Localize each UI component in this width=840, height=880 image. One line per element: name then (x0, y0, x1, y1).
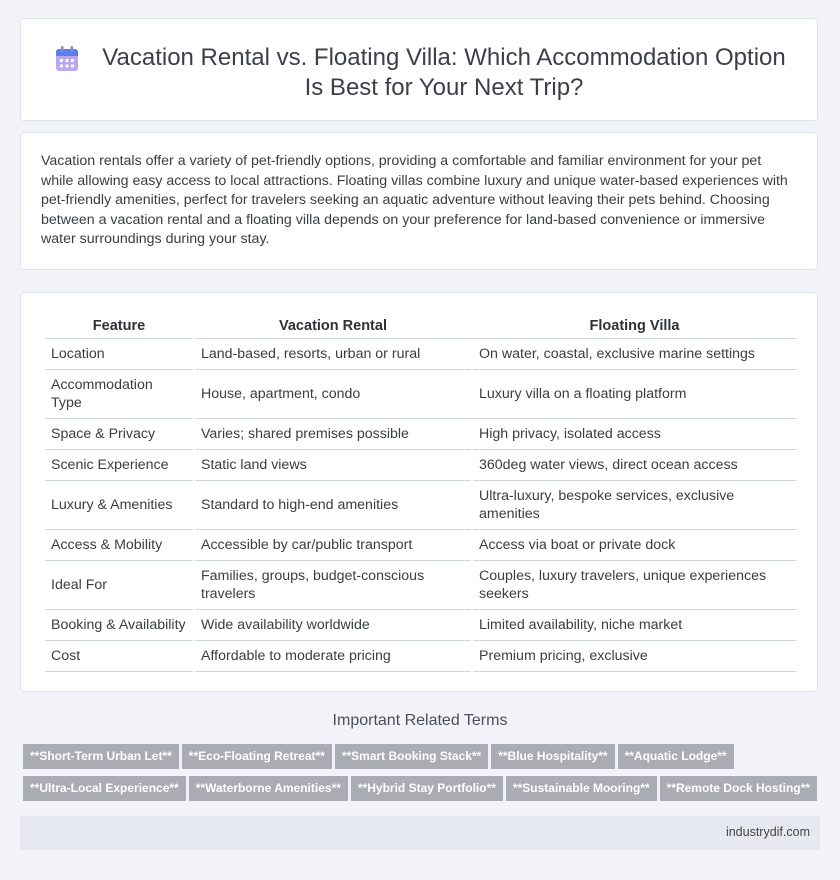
term-tag[interactable]: **Hybrid Stay Portfolio** (351, 776, 503, 801)
term-tag[interactable]: **Ultra-Local Experience** (23, 776, 186, 801)
footer (20, 816, 820, 850)
intro-card (20, 132, 818, 270)
row-feature-cell: Booking & Availability (45, 610, 193, 641)
table-row (45, 481, 796, 530)
row-floating-villa-cell: Premium pricing, exclusive (473, 641, 796, 672)
table-row (45, 370, 796, 419)
row-feature-cell: Luxury & Amenities (45, 481, 193, 530)
table-row (45, 641, 796, 672)
row-feature-cell: Space & Privacy (45, 419, 193, 450)
row-vacation-rental-cell: Land-based, resorts, urban or rural (195, 339, 471, 370)
table-row (45, 561, 796, 610)
calendar-icon (55, 46, 79, 72)
comparison-table (43, 316, 798, 672)
term-tag[interactable]: **Waterborne Amenities** (189, 776, 348, 801)
row-feature-cell: Scenic Experience (45, 450, 193, 481)
row-feature-cell: Ideal For (45, 561, 193, 610)
row-vacation-rental-cell: Wide availability worldwide (195, 610, 471, 641)
row-floating-villa-cell: Ultra-luxury, bespoke services, exclusive amenities (473, 481, 796, 530)
row-feature-cell: Accommodation Type (45, 370, 193, 419)
table-header-row (45, 316, 796, 339)
term-tag[interactable]: **Eco-Floating Retreat** (182, 744, 332, 769)
page-title (91, 43, 797, 103)
row-floating-villa-cell: 360deg water views, direct ocean access (473, 450, 796, 481)
table-row (45, 610, 796, 641)
table-row (45, 339, 796, 370)
term-tag[interactable]: **Aquatic Lodge** (618, 744, 734, 769)
term-tag[interactable]: **Blue Hospitality** (491, 744, 614, 769)
term-tag[interactable]: **Remote Dock Hosting** (660, 776, 817, 801)
row-vacation-rental-cell: Accessible by car/public transport (195, 530, 471, 561)
row-vacation-rental-cell: House, apartment, condo (195, 370, 471, 419)
row-vacation-rental-cell: Static land views (195, 450, 471, 481)
row-feature-cell: Cost (45, 641, 193, 672)
row-floating-villa-cell: Couples, luxury travelers, unique experiences seekers (473, 561, 796, 610)
row-floating-villa-cell: Luxury villa on a floating platform (473, 370, 796, 419)
footer-site-link[interactable]: industrydif.com (725, 825, 810, 839)
row-feature-cell: Access & Mobility (45, 530, 193, 561)
column-header-floating-villa: Floating Villa (473, 316, 796, 339)
row-vacation-rental-cell: Standard to high-end amenities (195, 481, 471, 530)
page-title-line-2: Is Best for Your Next Trip? (304, 74, 584, 101)
comparison-table-card (20, 292, 818, 692)
column-header-feature: Feature (45, 316, 193, 339)
related-terms-list (23, 744, 823, 808)
row-vacation-rental-cell: Varies; shared premises possible (195, 419, 471, 450)
term-tag[interactable]: **Smart Booking Stack** (335, 744, 488, 769)
row-vacation-rental-cell: Affordable to moderate pricing (195, 641, 471, 672)
row-floating-villa-cell: Limited availability, niche market (473, 610, 796, 641)
table-row (45, 530, 796, 561)
row-floating-villa-cell: Access via boat or private dock (473, 530, 796, 561)
column-header-vacation-rental: Vacation Rental (195, 316, 471, 339)
row-feature-cell: Location (45, 339, 193, 370)
term-tag[interactable]: **Short-Term Urban Let** (23, 744, 179, 769)
row-floating-villa-cell: High privacy, isolated access (473, 419, 796, 450)
title-card (20, 18, 818, 121)
table-row (45, 450, 796, 481)
related-terms-heading: Important Related Terms (332, 712, 508, 729)
term-tag[interactable]: **Sustainable Mooring** (506, 776, 657, 801)
table-row (45, 419, 796, 450)
intro-paragraph: Vacation rentals offer a variety of pet-friendly options, providing a comfortable and familiar environment for your pet while allowing easy access to local attractions. Floating villas combine luxury and unique water-based experiences with pet-friendly amenities, perfect for travelers seeking an aquatic adventure without leaving their pets behind. Choosing between a vacation rental and a floating villa depends on your preference for land-based convenience or immersive water surroundings during your stay. (41, 153, 788, 248)
row-floating-villa-cell: On water, coastal, exclusive marine settings (473, 339, 796, 370)
page-title-line-1: Vacation Rental vs. Floating Villa: Which Accommodation Option (102, 44, 786, 71)
row-vacation-rental-cell: Families, groups, budget-conscious travelers (195, 561, 471, 610)
